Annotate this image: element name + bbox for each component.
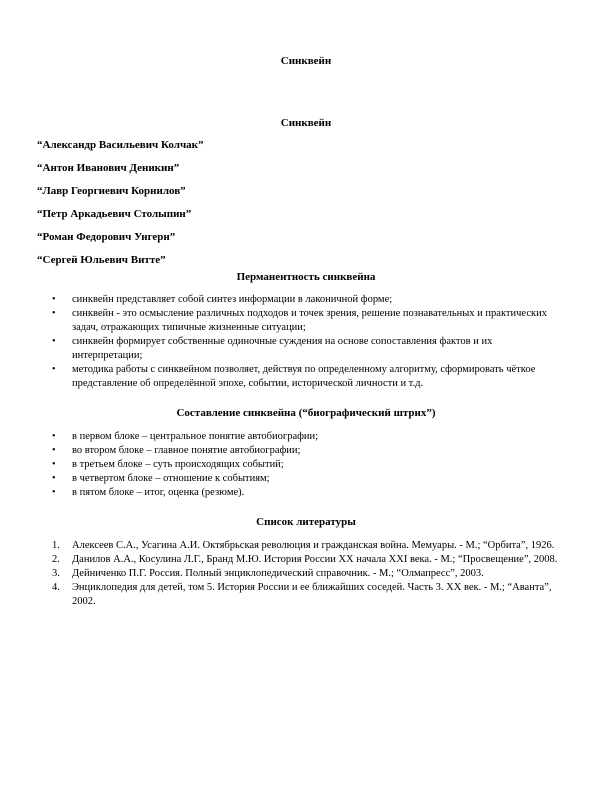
- list-item: [52, 363, 562, 391]
- list-item: [52, 444, 562, 458]
- bullet-icon: •: [52, 294, 56, 305]
- bullet-icon: •: [52, 336, 56, 347]
- list-item: [52, 472, 562, 486]
- bullet-icon: •: [52, 308, 56, 319]
- list-item-text: в четвертом блоке – отношение к событиям;: [72, 473, 270, 484]
- section-title: Синквейн: [280, 117, 332, 129]
- list-item-text: синквейн - это осмысление различных подходов и точек зрения, решение познавательных и практических задач, отражающих типичные жизненные ситуации;: [72, 308, 547, 333]
- list-item: [52, 335, 562, 363]
- name-item: “Роман Федорович Унгерн”: [37, 231, 176, 243]
- name-item: “Антон Иванович Деникин”: [37, 162, 180, 174]
- references-list: [52, 539, 562, 609]
- list-item: [52, 458, 562, 472]
- bullet-icon: •: [52, 431, 56, 442]
- list-item: [52, 486, 562, 500]
- reference-text: Алексеев С.А., Усагина А.И. Октябрьская революция и гражданская война. Мемуары. - М.; “Орбита”, 1926.: [72, 540, 555, 551]
- reference-text: Данилов А.А., Косулина Л.Г., Бранд М.Ю. История России XX начала XXI века. - М.; “Просвещение”, 2008.: [72, 554, 558, 565]
- permanence-list: [52, 293, 562, 391]
- reference-item: [52, 553, 562, 567]
- bullet-icon: •: [52, 445, 56, 456]
- name-item: “Лавр Георгиевич Корнилов”: [37, 185, 186, 197]
- list-item-text: во втором блоке – главное понятие автобиографии;: [72, 445, 301, 456]
- reference-number: 2.: [52, 554, 60, 565]
- references-heading: Список литературы: [256, 516, 356, 528]
- name-item: “Петр Аркадьевич Столыпин”: [37, 208, 192, 220]
- reference-number: 3.: [52, 568, 60, 579]
- list-item: [52, 430, 562, 444]
- name-item: “Александр Васильевич Колчак”: [37, 139, 204, 151]
- reference-item: [52, 581, 562, 609]
- list-item-text: в третьем блоке – суть происходящих событий;: [72, 459, 284, 470]
- names-list: [37, 139, 204, 277]
- bullet-icon: •: [52, 487, 56, 498]
- list-item-text: синквейн представляет собой синтез информации в лаконичной форме;: [72, 294, 393, 305]
- permanence-heading: Перманентность синквейна: [236, 271, 376, 283]
- document-title: Синквейн: [280, 55, 332, 67]
- list-item-text: методика работы с синквейном позволяет, действуя по определенному алгоритму, сформировать чёткое представление об определённой эпохе, событии, исторической личности и т.д.: [72, 364, 536, 389]
- reference-item: [52, 539, 562, 553]
- reference-text: Энциклопедия для детей, том 5. История России и ее ближайших соседей. Часть 3. XX век. - М.; “Аванта”, 2002.: [72, 582, 552, 607]
- bullet-icon: •: [52, 364, 56, 375]
- composition-list: [52, 430, 562, 500]
- list-item: [52, 293, 562, 307]
- reference-number: 1.: [52, 540, 60, 551]
- bullet-icon: •: [52, 473, 56, 484]
- reference-item: [52, 567, 562, 581]
- bullet-icon: •: [52, 459, 56, 470]
- composition-heading: Составление синквейна (“биографический штрих”): [176, 407, 436, 419]
- reference-text: Дейниченко П.Г. Россия. Полный энциклопедический справочник. - М.; “Олмапресс”, 2003.: [72, 568, 484, 579]
- reference-number: 4.: [52, 582, 60, 593]
- list-item-text: синквейн формирует собственные одиночные суждения на основе сопоставления фактов и их интерпретации;: [72, 336, 493, 361]
- list-item-text: в пятом блоке – итог, оценка (резюме).: [72, 487, 245, 498]
- list-item-text: в первом блоке – центральное понятие автобиографии;: [72, 431, 319, 442]
- list-item: [52, 307, 562, 335]
- name-item: “Сергей Юльевич Витте”: [37, 254, 166, 266]
